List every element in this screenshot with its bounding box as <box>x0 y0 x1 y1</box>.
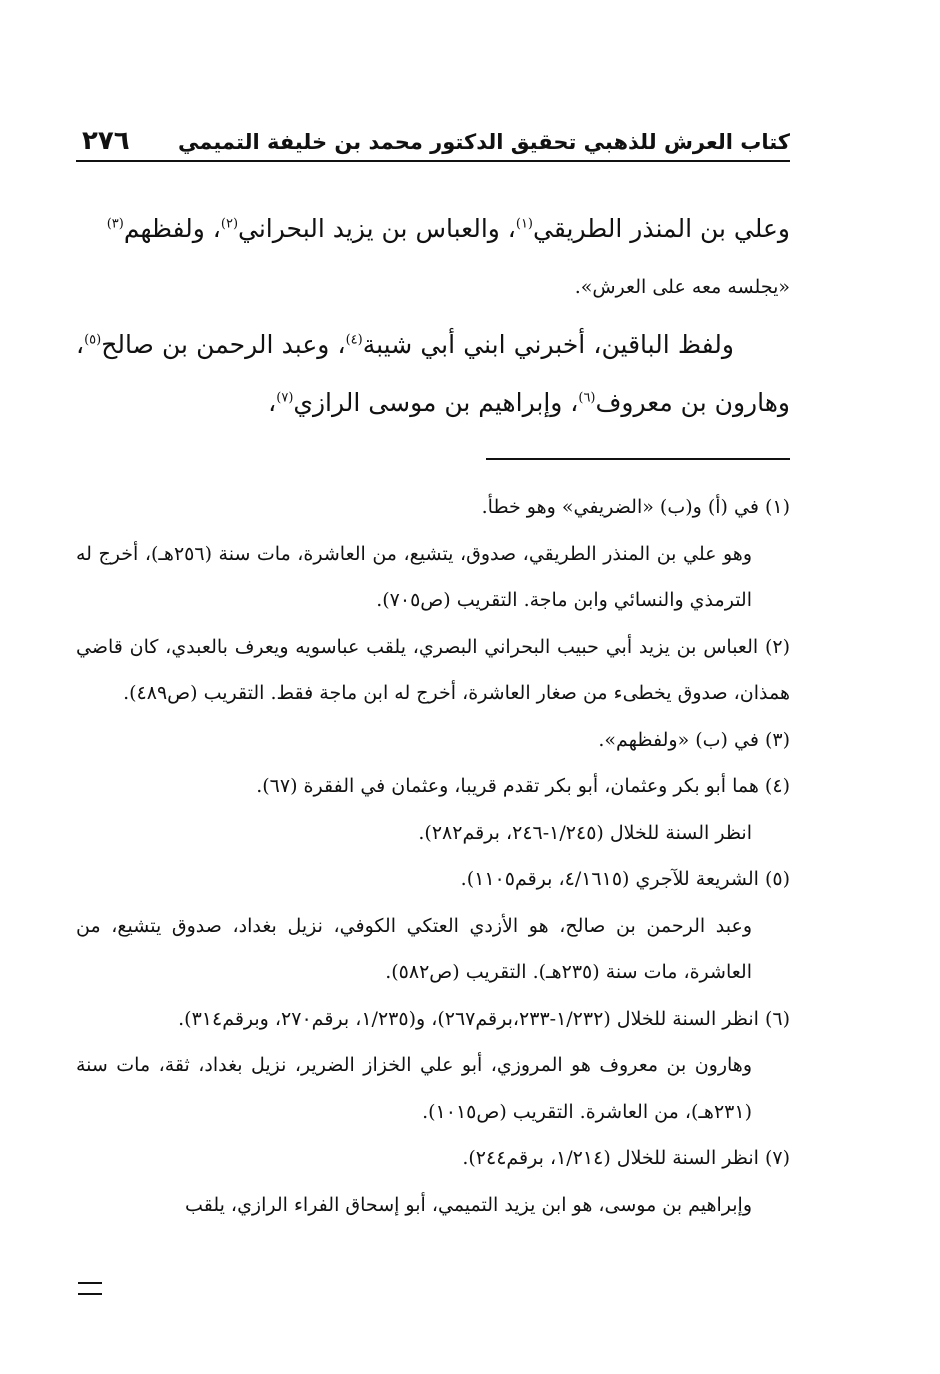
footnote: (٢) العباس بن يزيد أبي حبيب البحراني البصري، يلقب عباسويه ويعرف بالعبدي، كان قاضي همذان، صدوق يخطىء من صغار العاشرة، أخرج له ابن ماجة فقط. التقريب (ص٤٨٩). <box>76 635 790 704</box>
footnote-ref[interactable]: (٤) <box>345 332 363 348</box>
footnote: (٦) انظر السنة للخلال (١/٢٣٢-٢٣٣،برقم٢٦٧)، و(١/٢٣٥، برقم٢٧٠، وبرقم٣١٤). <box>178 1007 790 1030</box>
footnote-note: وهارون بن معروف هو المروزي، أبو علي الخزاز الضرير، نزيل بغداد، ثقة، مات سنة (٢٣١هـ)، من العاشرة. التقريب (ص١٠١٥). <box>76 1054 752 1123</box>
footnote-ref[interactable]: (٥) <box>84 332 102 348</box>
footnote-note: وإبراهيم بن موسى، هو ابن يزيد التميمي، أبو إسحاق الفراء الرازي، يلقب <box>185 1193 752 1216</box>
footnotes <box>76 484 790 1228</box>
footnote-ref[interactable]: (٢) <box>220 216 239 232</box>
text-span: وعلي بن المنذر الطريقي <box>533 214 790 243</box>
page-number: ٢٧٦ <box>82 126 130 156</box>
footnote-separator <box>486 458 790 460</box>
footnote-ref[interactable]: (٧) <box>276 390 294 406</box>
text-span: ، وعبد الرحمن بن صالح <box>101 330 346 359</box>
book-title: كتاب العرش للذهبي تحقيق الدكتور محمد بن خليفة التميمي <box>178 130 790 154</box>
main-text <box>76 200 790 432</box>
text-span: ، والعباس بن يزيد البحراني <box>238 214 516 243</box>
quoted-text: «يجلسه معه على العرش». <box>574 276 790 298</box>
text-span: ، <box>268 388 277 417</box>
footnote-ref[interactable]: (٦) <box>578 390 596 406</box>
continuation-mark <box>78 1282 102 1295</box>
footnote-note: وهو علي بن المنذر الطريقي، صدوق، يتشيع، من العاشرة، مات سنة (٢٥٦هـ)، أخرج له الترمذي والنسائي وابن ماجة. التقريب (ص٧٠٥). <box>76 542 752 611</box>
text-span: ، ولفظهم <box>123 214 221 243</box>
text-line <box>76 200 790 258</box>
footnote-note: انظر السنة للخلال (١/٢٤٥-٢٤٦، برقم٢٨٢). <box>418 821 752 844</box>
text-span: ، وهارون بن معروف <box>76 330 790 417</box>
footnote: (٣) في (ب) «ولفظهم». <box>598 728 790 751</box>
footnote-note: وعبد الرحمن بن صالح، هو الأزدي العتكي الكوفي، نزيل بغداد، صدوق يتشيع، من العاشرة، مات سنة (٢٣٥هـ). التقريب (ص٥٨٢). <box>76 914 752 983</box>
text-span: ولفظ الباقين، أخبرني ابني أبي شيبة <box>362 330 734 359</box>
running-header <box>76 118 790 162</box>
footnote: (٧) انظر السنة للخلال (١/٢١٤، برقم٢٤٤). <box>462 1147 790 1169</box>
footnote-ref[interactable]: (١) <box>515 216 533 232</box>
footnote: (٤) هما أبو بكر وعثمان، أبو بكر تقدم قريبا، وعثمان في الفقرة (٦٧). <box>256 775 790 797</box>
footnote-ref[interactable]: (٣) <box>106 216 124 232</box>
footnote: (١) في (أ) و(ب) «الضريفي» وهو خطأ. <box>481 496 790 518</box>
footnote: (٥) الشريعة للآجري (٤/١٦١٥، برقم١١٠٥). <box>460 868 790 890</box>
paragraph <box>76 316 790 432</box>
text-span: ، وإبراهيم بن موسى الرازي <box>293 388 579 417</box>
